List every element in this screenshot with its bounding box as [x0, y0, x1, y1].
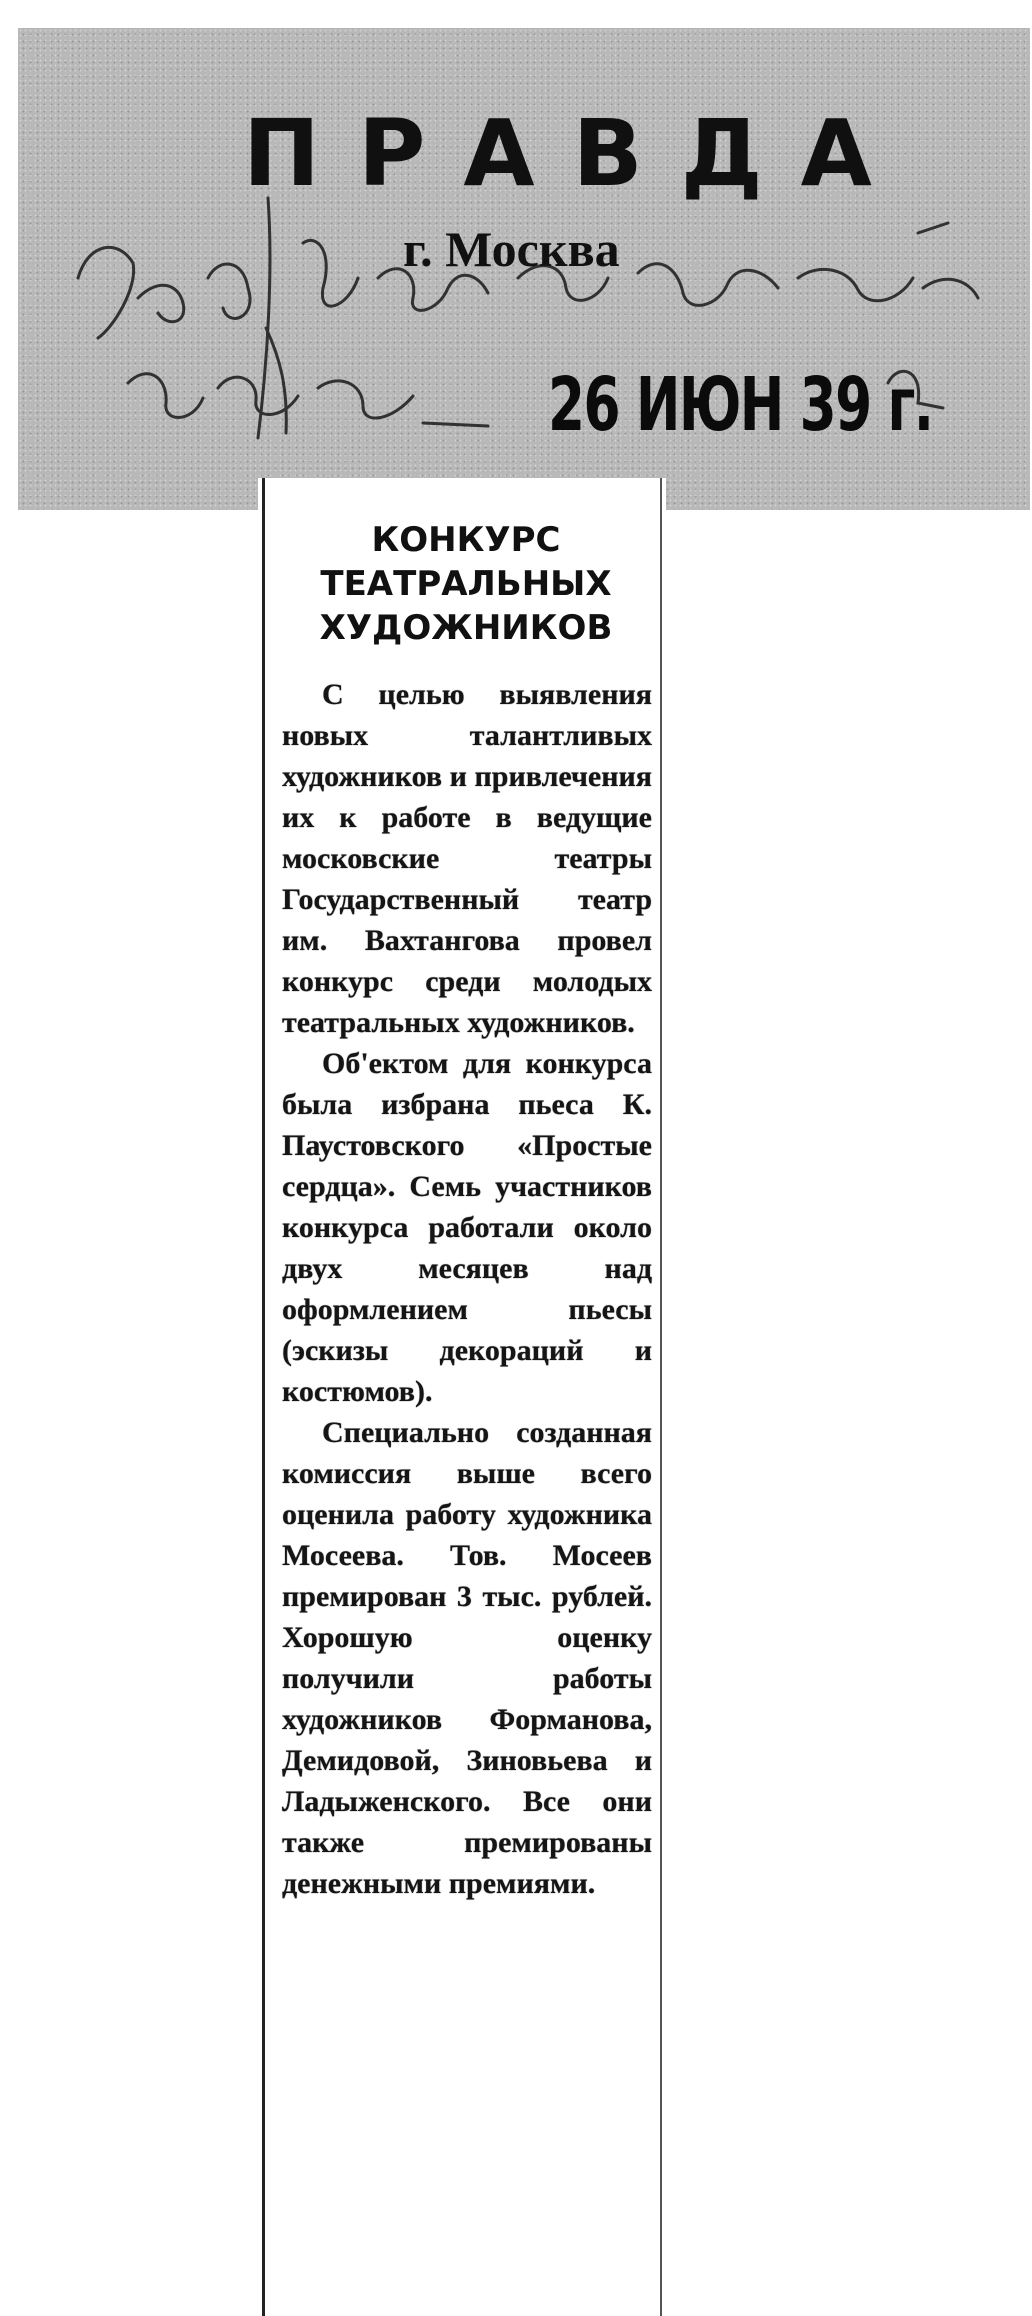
date-stamp: 26 ИЮН 39 г. [548, 362, 933, 448]
clipping-left-border [262, 478, 265, 2316]
archive-stamp [18, 28, 1030, 510]
newspaper-masthead: ПРАВДА [243, 100, 910, 207]
city-label: г. Москва [403, 221, 620, 277]
article-paragraph: С целью выявления новых талантливых художников и привлечения их к работе в ведущие московские театры Государственный театр им. Вахтангова провел конкурс среди молодых театральных художников. [282, 678, 652, 1039]
article-headline: КОНКУРС ТЕАТРАЛЬНЫХ ХУДОЖНИКОВ [319, 520, 613, 648]
clipping-right-border [660, 478, 662, 2316]
article-paragraph: Специально созданная комиссия выше всего оценила работу художника Мосеева. Тов. Мосеев премирован 3 тыс. рублей. Хорошую оценку получили работы художников Форманова, Демидовой, Зиновьева и Ладыженского. Все они также премированы денежными премиями. [282, 1416, 652, 1900]
article-paragraph: Об'ектом для конкурса была избрана пьеса К. Паустовского «Простые сердца». Семь участников конкурса работали около двух месяцев над оформлением пьесы (эскизы декораций и костюмов). [282, 1047, 652, 1408]
article-body [282, 674, 652, 1904]
